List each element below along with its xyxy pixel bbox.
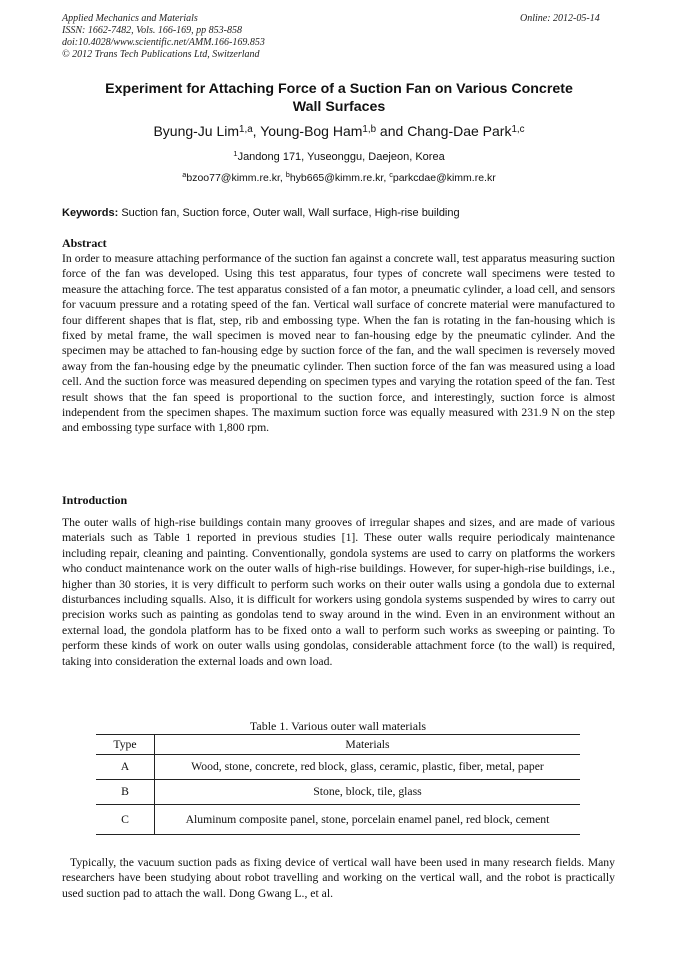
introduction-heading: Introduction <box>62 493 128 507</box>
table-header-materials: Materials <box>155 735 581 755</box>
keywords-label: Keywords: <box>62 207 119 219</box>
author-name: Byung-Ju Lim <box>153 123 240 139</box>
author-affil-mark: 1,b <box>362 124 377 135</box>
email-address[interactable]: parkcdae@kimm.re.kr <box>392 172 496 184</box>
email-address[interactable]: bzoo77@kimm.re.kr <box>186 172 280 184</box>
doi-line: doi:10.4028/www.scientific.net/AMM.166-169.853 <box>62 37 265 48</box>
author-list <box>62 122 616 140</box>
paper-title <box>62 80 616 116</box>
copyright-line: © 2012 Trans Tech Publications Ltd, Switzerland <box>62 49 260 60</box>
email-mark: b <box>285 170 290 179</box>
author-affil-mark: 1,a <box>239 124 253 135</box>
journal-name: Applied Mechanics and Materials <box>62 13 198 24</box>
author-separator: and <box>376 123 408 139</box>
email-separator: , <box>383 172 390 184</box>
affiliation-text: Jandong 171, Yuseonggu, Daejeon, Korea <box>237 151 445 163</box>
title-line-2: Wall Surfaces <box>292 99 386 115</box>
author-name: Chang-Dae Park <box>407 123 512 139</box>
table-row <box>96 805 580 835</box>
table-caption: Table 1. Various outer wall materials <box>249 719 427 733</box>
table-header-type: Type <box>96 735 155 755</box>
email-separator: , <box>279 172 286 184</box>
email-address[interactable]: hyb665@kimm.re.kr <box>289 172 384 184</box>
author-name: Young-Bog Ham <box>260 123 363 139</box>
table-header-row <box>96 735 580 755</box>
title-line-1: Experiment for Attaching Force of a Suction Fan on Various Concrete <box>105 81 573 97</box>
affiliation-mark: 1 <box>233 149 238 158</box>
introduction-text: The outer walls of high-rise buildings contain many grooves of irregular shapes and sizes, and are made of various materials such as Table 1 reported in previous studies [1]. These outer walls require periodicaly maintenance including repair, cleaning and painting. Conventionally, gondola systems are used to carry on platforms the workers who conduct maintenance work on the outer walls of high-rise buildings. However, for super-high-rise buildings, i.e., higher than 30 stories, it is very difficult to perform such works on their outer walls using a gondola due to external disturbances including squalls. Also, it is difficult for workers using gondola systems suspended by wires to carry out precision works such as painting as gondolas tend to sway around in the wind. Even in an environment without an external load, the gondola platform has to be fixed onto a wall to perform such works as sweeping or painting. To perform these kinds of work on outer walls using gondolas, considerable attachment force (to the wall) is required, taking into consideration the external loads and own load. <box>62 516 615 668</box>
table-cell-type: B <box>96 780 155 805</box>
table-row <box>96 755 580 780</box>
table-cell-materials: Stone, block, tile, glass <box>155 780 581 805</box>
materials-table <box>96 734 580 835</box>
email-list <box>62 171 616 185</box>
online-date: Online: 2012-05-14 <box>520 13 600 24</box>
table-row <box>96 780 580 805</box>
abstract-text: In order to measure attaching performance of the suction fan against a concrete wall, test apparatus measuring suction force of the fan was developed. Using this test apparatus, four types of concrete wall specimens were tested to measure the attaching force. The test apparatus consisted of a fan motor, a pneumatic cylinder, a load cell, and sensors for vacuum pressure and a rotating speed of the fan. Vertical wall surface of concrete material were manufactured to four different shapes that is flat, step, rib and embossing type. When the fan is rotating in the fan-housing which is fixed by metal frame, the wall specimen is moved near to fan-housing edge by the pneumatic cylinder. And the specimen may be attached to fan-housing edge by suction force of the fan, and the wall specimen is reversely moved away from the fan-housing edge by the pneumatic cylinder. Then suction force of the fan was measured using a load cell. And the suction force was measured depending on specimen types and varying the rotation speed of the fan. Test result shows that the fan speed is proportional to the suction force, and interestingly, suction force is almost independent from the specimen shapes. The maximum suction force was equally measured with 231.9 N on the step and embossing type surface with 1,800 rpm. <box>62 252 615 435</box>
keywords <box>62 206 616 220</box>
author-separator: , <box>252 123 261 139</box>
affiliation <box>62 150 616 164</box>
table-cell-type: C <box>96 805 155 835</box>
table-cell-materials: Wood, stone, concrete, red block, glass, ceramic, plastic, fiber, metal, paper <box>155 755 581 780</box>
email-mark: a <box>182 170 187 179</box>
issn-line: ISSN: 1662-7482, Vols. 166-169, pp 853-858 <box>62 25 242 36</box>
abstract-heading: Abstract <box>62 236 107 250</box>
keywords-text: Suction fan, Suction force, Outer wall, Wall surface, High-rise building <box>121 207 460 219</box>
table-cell-type: A <box>96 755 155 780</box>
journal-header <box>62 13 265 61</box>
email-mark: c <box>389 170 393 179</box>
paragraph-after-table: Typically, the vacuum suction pads as fixing device of vertical wall have been used in many research fields. Many researchers have been studying about robot travelling and working on the vertical wall, and the robot is practically used suction pad to attach the wall. Dong Gwang L., et al. <box>62 856 615 900</box>
author-affil-mark: 1,c <box>511 124 525 135</box>
table-cell-materials: Aluminum composite panel, stone, porcelain enamel panel, red block, cement <box>155 805 581 835</box>
